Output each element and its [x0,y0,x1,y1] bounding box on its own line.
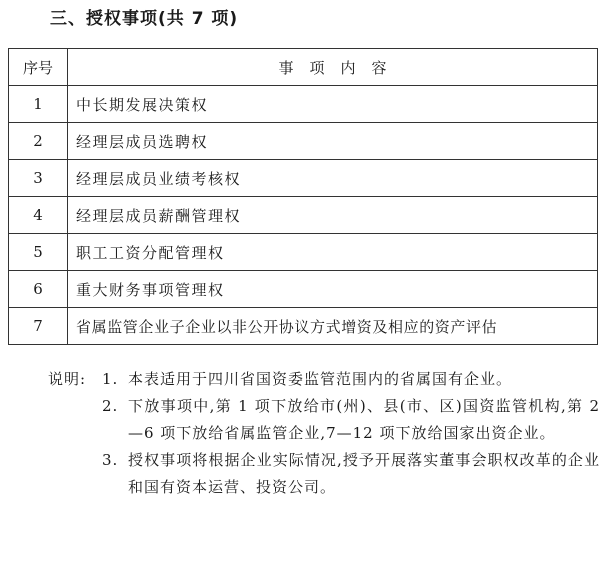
row-content: 重大财务事项管理权 [68,271,598,308]
row-number: 1 [9,86,68,123]
row-number: 4 [9,197,68,234]
row-number: 6 [9,271,68,308]
table-row [9,160,598,197]
row-number: 7 [9,308,68,345]
table-row [9,308,598,345]
note-item [48,393,600,447]
notes-label: 说明: [48,370,87,388]
row-content: 职工工资分配管理权 [68,234,598,271]
note-text: 下放事项中,第 1 项下放给市(州)、县(市、区)国资监管机构,第 2—6 项下放给省属监管企业,7—12 项下放给国家出资企业。 [128,397,600,442]
authorization-items-table [8,48,598,345]
header-item-content: 事项内容 [68,49,598,86]
row-number: 5 [9,234,68,271]
notes-section [48,366,600,501]
row-content: 经理层成员选聘权 [68,123,598,160]
note-item [48,366,600,393]
table-row [9,234,598,271]
note-text: 本表适用于四川省国资委监管范围内的省属国有企业。 [128,370,513,388]
table-row [9,271,598,308]
row-content: 经理层成员薪酬管理权 [68,197,598,234]
note-number: 1. [102,370,119,388]
note-number: 3. [102,451,119,469]
row-content: 经理层成员业绩考核权 [68,160,598,197]
table-row [9,86,598,123]
row-content: 省属监管企业子企业以非公开协议方式增资及相应的资产评估 [68,308,598,345]
note-number: 2. [102,397,119,415]
row-number: 2 [9,123,68,160]
section-heading: 三、授权事项(共 7 项) [50,9,239,29]
note-item [48,447,600,501]
table-row [9,123,598,160]
row-number: 3 [9,160,68,197]
row-content: 中长期发展决策权 [68,86,598,123]
note-text: 授权事项将根据企业实际情况,授予开展落实董事会职权改革的企业和国有资本运营、投资公司。 [128,451,600,496]
header-serial-number: 序号 [9,49,68,86]
table-row [9,197,598,234]
table-header-row [9,49,598,86]
